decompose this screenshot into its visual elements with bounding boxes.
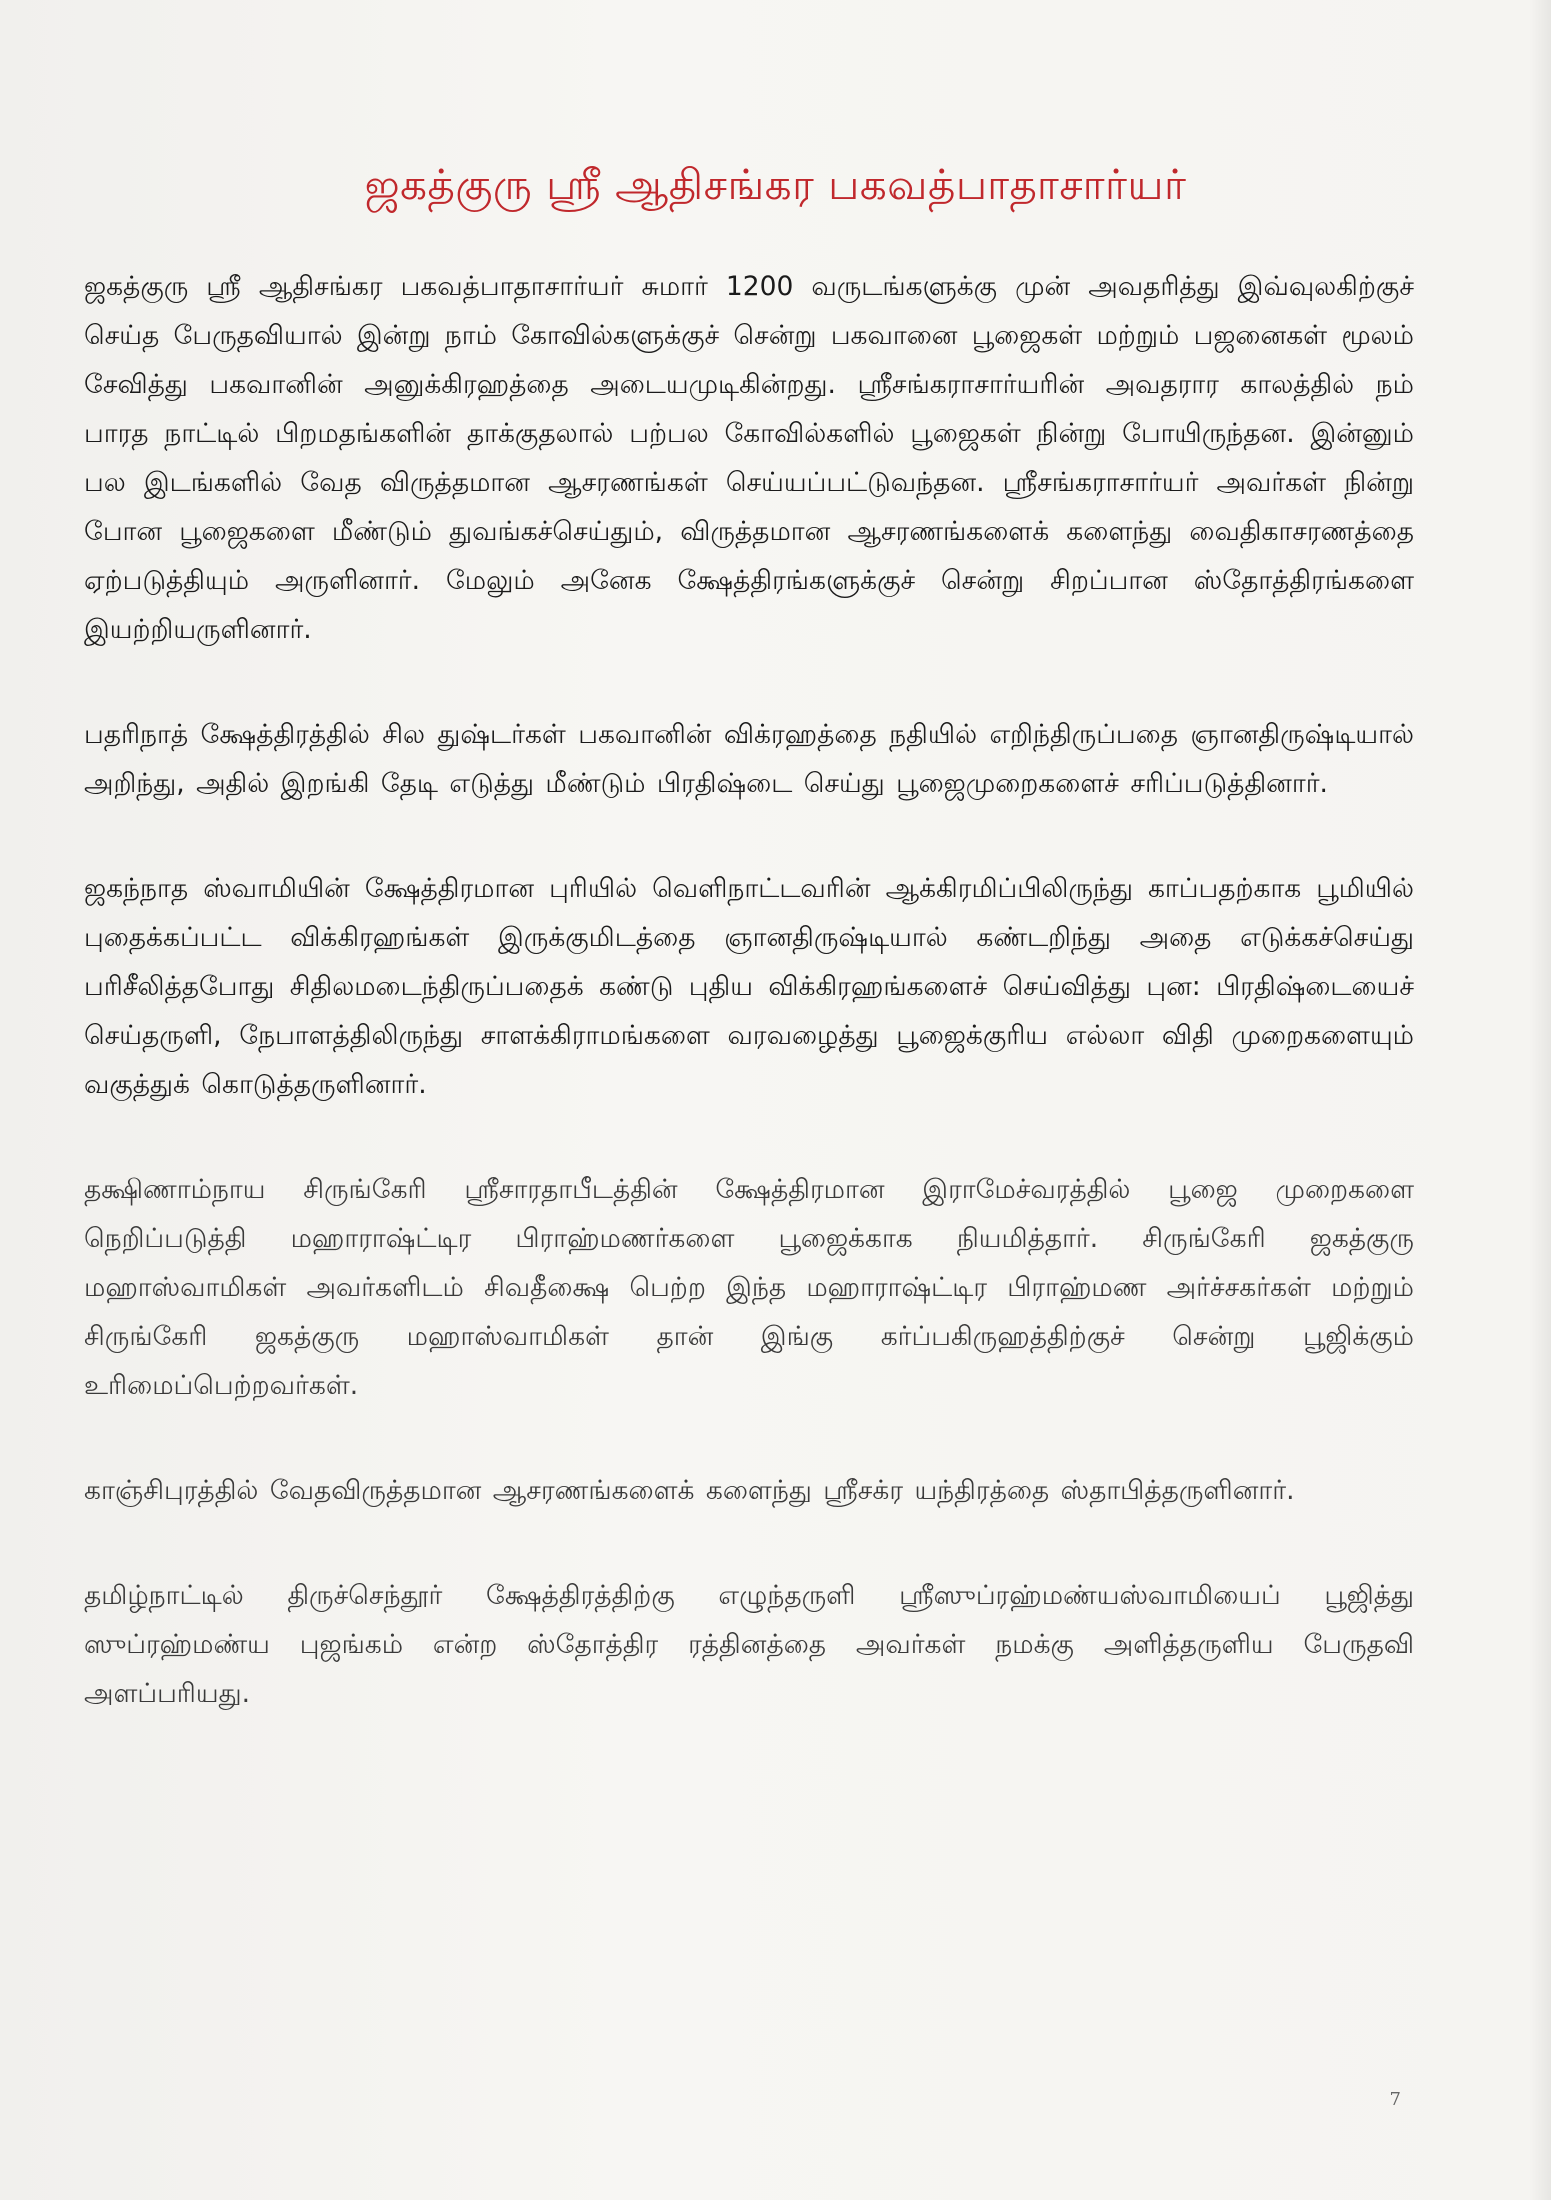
page-title: ஜகத்குரு ஸ்ரீ ஆதிசங்கர பகவத்பாதாசார்யர் xyxy=(364,160,1187,209)
paragraph-badrinath: பதரிநாத் க்ஷேத்திரத்தில் சில துஷ்டர்கள் பகவானின் விக்ரஹத்தை நதியில் எறிந்திருப்பதை ஞானதிருஷ்டியால் அறிந்து, அதில் இறங்கி தேடி எடுத்து மீண்டும் பிரதிஷ்டை செய்து பூஜைமுறைகளைச் சரிப்படுத்தினார். xyxy=(84,719,1414,799)
paragraph-tiruchendur: தமிழ்நாட்டில் திருச்செந்தூர் க்ஷேத்திரத்திற்கு எழுந்தருளி ஸ்ரீஸுப்ரஹ்மண்யஸ்வாமியைப் பூஜித்து ஸுப்ரஹ்மண்ய புஜங்கம் என்ற ஸ்தோத்திர ரத்தினத்தை அவர்கள் நமக்கு அளித்தருளிய பேருதவி அளப்பரியது. xyxy=(84,1580,1414,1709)
page-number: 7 xyxy=(1389,2089,1401,2110)
paragraph-kanchipuram: காஞ்சிபுரத்தில் வேதவிருத்தமான ஆசரணங்களைக் களைந்து ஸ்ரீசக்ர யந்திரத்தை ஸ்தாபித்தருளினார். xyxy=(84,1475,1295,1506)
paragraph-rameswaram: தக்ஷிணாம்நாய சிருங்கேரி ஸ்ரீசாரதாபீடத்தின் க்ஷேத்திரமான இராமேச்வரத்தில் பூஜை முறைகளை நெறிப்படுத்தி மஹாராஷ்ட்டிர பிராஹ்மணர்களை பூஜைக்காக நியமித்தார். சிருங்கேரி ஜகத்குரு மஹாஸ்வாமிகள் அவர்களிடம் சிவதீக்ஷை பெற்ற இந்த மஹாராஷ்ட்டிர பிராஹ்மண அர்ச்சகர்கள் மற்றும் சிருங்கேரி ஜகத்குரு மஹாஸ்வாமிகள் தான் இங்கு கர்ப்பகிருஹத்திற்குச் சென்று பூஜிக்கும் உரிமைப்பெற்றவர்கள். xyxy=(84,1174,1414,1401)
document-body xyxy=(84,262,1414,1718)
paragraph-puri: ஜகந்நாத ஸ்வாமியின் க்ஷேத்திரமான புரியில் வெளிநாட்டவரின் ஆக்கிரமிப்பிலிருந்து காப்பதற்காக பூமியில் புதைக்கப்பட்ட விக்கிரஹங்கள் இருக்குமிடத்தை ஞானதிருஷ்டியால் கண்டறிந்து அதை எடுக்கச்செய்து பரிசீலித்தபோது சிதிலமடைந்திருப்பதைக் கண்டு புதிய விக்கிரஹங்களைச் செய்வித்து புன: பிரதிஷ்டையைச் செய்தருளி, நேபாளத்திலிருந்து சாளக்கிராமங்களை வரவழைத்து பூஜைக்குரிய எல்லா விதி முறைகளையும் வகுத்துக் கொடுத்தருளினார். xyxy=(84,873,1414,1100)
page-edge-shadow xyxy=(1529,0,1551,2200)
paragraph-intro: ஜகத்குரு ஸ்ரீ ஆதிசங்கர பகவத்பாதாசார்யர் சுமார் 1200 வருடங்களுக்கு முன் அவதரித்து இவ்வுலகிற்குச் செய்த பேருதவியால் இன்று நாம் கோவில்களுக்குச் சென்று பகவானை பூஜைகள் மற்றும் பஜனைகள் மூலம் சேவித்து பகவானின் அனுக்கிரஹத்தை அடையமுடிகின்றது. ஸ்ரீசங்கராசார்யரின் அவதரார காலத்தில் நம் பாரத நாட்டில் பிறமதங்களின் தாக்குதலால் பற்பல கோவில்களில் பூஜைகள் நின்று போயிருந்தன. இன்னும் பல இடங்களில் வேத விருத்தமான ஆசரணங்கள் செய்யப்பட்டுவந்தன. ஸ்ரீசங்கராசார்யர் அவர்கள் நின்று போன பூஜைகளை மீண்டும் துவங்கச்செய்தும், விருத்தமான ஆசரணங்களைக் களைந்து வைதிகாசரணத்தை ஏற்படுத்தியும் அருளினார். மேலும் அனேக க்ஷேத்திரங்களுக்குச் சென்று சிறப்பான ஸ்தோத்திரங்களை இயற்றியருளினார். xyxy=(84,271,1414,645)
